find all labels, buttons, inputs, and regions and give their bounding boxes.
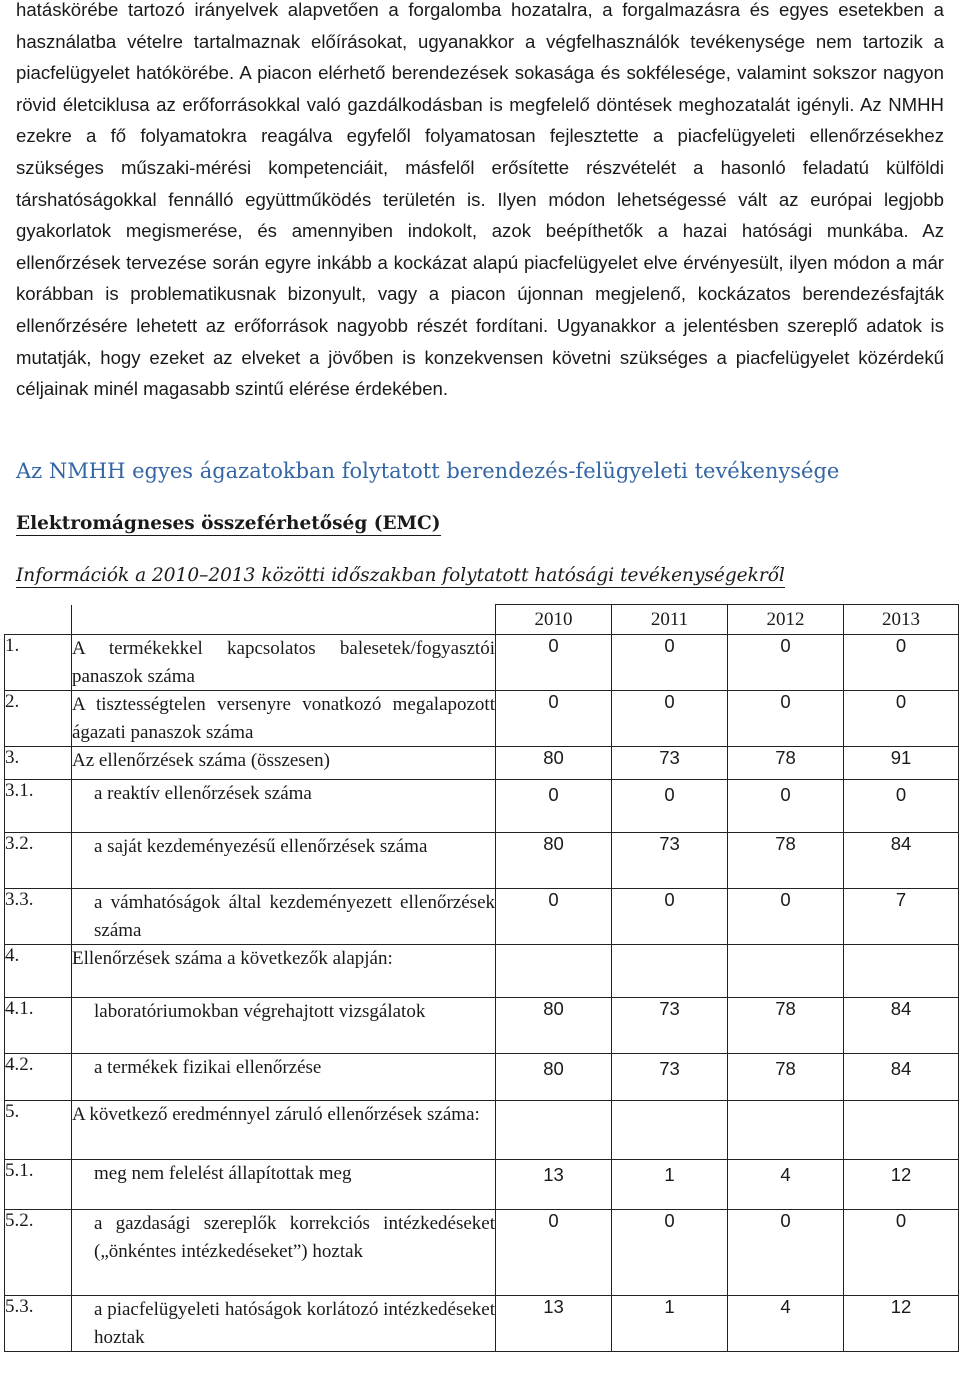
row-number: 5. [5,1101,72,1160]
emc-statistics-table [4,604,959,1352]
row-value: 0 [612,691,728,747]
row-label: Az ellenőrzések száma (összesen) [72,747,496,780]
row-label: a saját kezdeményezésű ellenőrzések száma [72,833,496,889]
row-value: 0 [728,635,844,691]
row-value: 84 [844,998,959,1054]
row-value: 78 [728,833,844,889]
row-value: 13 [496,1160,612,1210]
row-label: meg nem felelést állapítottak meg [72,1160,496,1210]
row-number: 4. [5,945,72,998]
row-value: 0 [844,691,959,747]
row-number: 3.2. [5,833,72,889]
row-value [612,945,728,998]
row-value: 12 [844,1296,959,1352]
row-number: 3.1. [5,780,72,833]
table-row [5,1210,959,1296]
year-header: 2010 [496,605,612,635]
row-value: 78 [728,1054,844,1101]
row-value: 12 [844,1160,959,1210]
table-row [5,1296,959,1352]
header-empty-num [5,605,72,635]
row-value: 7 [844,889,959,945]
row-value: 1 [612,1160,728,1210]
table-row [5,889,959,945]
row-number: 3. [5,747,72,780]
table-row [5,780,959,833]
year-header: 2013 [844,605,959,635]
row-value: 73 [612,833,728,889]
year-header: 2012 [728,605,844,635]
table-row [5,998,959,1054]
intro-paragraph: hatáskörébe tartozó irányelvek alapvetően a forgalomba hozatalra, a forgalmazásra és egyes esetekben a használatba vételre tartalmaznak előírásokat, ugyanakkor a végfelhasználók tevékenysége nem tartozik a piacfelügyelet hatókörébe. A piacon elérhető berendezések sokasága és sokfélesége, valamint sokszor nagyon rövid életciklusa az erőforrásokkal való gazdálkodásban is megfelelő döntések meghozatalát igényli. Az NMHH ezekre a fő folyamatokra reagálva egyfelől folyamatosan fejlesztette a piacfelügyeleti ellenőrzésekhez szükséges műszaki-mérési kompetenciáit, másfelől erősítette részvételét a hasonló feladatú külföldi társhatóságokkal fennálló együttműködés területén is. Ilyen módon lehetségessé vált az európai legjobb gyakorlatok megismerése, és amennyiben indokolt, azok beépíthetők a hazai hatósági munkába. Az ellenőrzések tervezése során egyre inkább a kockázat alapú piacfelügyelet elve érvényesült, ilyen módon a már korábban is problematikusnak bizonyult, vagy a piacon újonnan megjelenő, kockázatos berendezésfajták ellenőrzésére lehetett az erőforrások nagyobb részét fordítani. Ugyanakkor a jelentésben szereplő adatok is mutatják, hogy ezeket az elveket a jövőben is konzekvensen követni szükséges a piacfelügyelet közérdekű céljainak minél magasabb szintű elérése érdekében. [16,0,944,400]
row-value: 1 [612,1296,728,1352]
row-value: 80 [496,833,612,889]
row-number: 4.2. [5,1054,72,1101]
row-value: 73 [612,747,728,780]
row-value: 0 [728,780,844,833]
row-value: 0 [844,1210,959,1296]
row-value: 0 [612,635,728,691]
row-label: laboratóriumokban végrehajtott vizsgálatok [72,998,496,1054]
table-row [5,1101,959,1160]
row-value: 0 [612,889,728,945]
row-value: 0 [844,635,959,691]
row-value: 84 [844,833,959,889]
row-value: 0 [728,691,844,747]
table-row [5,747,959,780]
row-number: 4.1. [5,998,72,1054]
row-value [844,1101,959,1160]
row-value [496,1101,612,1160]
row-number: 5.1. [5,1160,72,1210]
row-value: 80 [496,998,612,1054]
row-label: A tisztességtelen versenyre vonatkozó megalapozott ágazati panaszok száma [72,691,496,747]
row-number: 5.2. [5,1210,72,1296]
row-value [844,945,959,998]
row-value: 0 [612,780,728,833]
emc-subheading: Elektromágneses összeférhetőség (EMC) [16,513,441,534]
table-row [5,1054,959,1101]
row-value: 84 [844,1054,959,1101]
row-label: A termékekkel kapcsolatos balesetek/fogyasztói panaszok száma [72,635,496,691]
row-number: 1. [5,635,72,691]
row-label: a vámhatóságok által kezdeményezett ellenőrzések száma [72,889,496,945]
row-label: a termékek fizikai ellenőrzése [72,1054,496,1101]
table-caption: Információk a 2010–2013 közötti időszakban folytatott hatósági tevékenységekről [16,565,785,586]
row-value [612,1101,728,1160]
row-value: 0 [728,1210,844,1296]
table-row [5,1160,959,1210]
row-value [728,1101,844,1160]
row-value: 73 [612,1054,728,1101]
row-number: 2. [5,691,72,747]
row-number: 3.3. [5,889,72,945]
row-value: 0 [496,1210,612,1296]
row-value: 0 [496,889,612,945]
table-header-row [5,605,959,635]
section-heading: Az NMHH egyes ágazatokban folytatott berendezés-felügyeleti tevékenysége [16,459,840,483]
table-row [5,691,959,747]
table-row [5,635,959,691]
row-value: 13 [496,1296,612,1352]
row-value [496,945,612,998]
row-value: 0 [612,1210,728,1296]
row-number: 5.3. [5,1296,72,1352]
row-label: A következő eredménnyel záruló ellenőrzések száma: [72,1101,496,1160]
row-value: 78 [728,747,844,780]
row-value: 4 [728,1296,844,1352]
row-value: 0 [844,780,959,833]
year-header: 2011 [612,605,728,635]
row-label: a piacfelügyeleti hatóságok korlátozó intézkedéseket hoztak [72,1296,496,1352]
row-label: Ellenőrzések száma a következők alapján: [72,945,496,998]
header-empty-label [72,605,496,635]
row-value: 0 [496,691,612,747]
row-value: 78 [728,998,844,1054]
table-row [5,945,959,998]
row-value: 80 [496,1054,612,1101]
row-value: 80 [496,747,612,780]
row-value: 4 [728,1160,844,1210]
row-label: a reaktív ellenőrzések száma [72,780,496,833]
row-value: 91 [844,747,959,780]
row-label: a gazdasági szereplők korrekciós intézkedéseket („önkéntes intézkedéseket”) hoztak [72,1210,496,1296]
row-value: 0 [728,889,844,945]
row-value: 0 [496,635,612,691]
row-value [728,945,844,998]
table-row [5,833,959,889]
row-value: 73 [612,998,728,1054]
row-value: 0 [496,780,612,833]
